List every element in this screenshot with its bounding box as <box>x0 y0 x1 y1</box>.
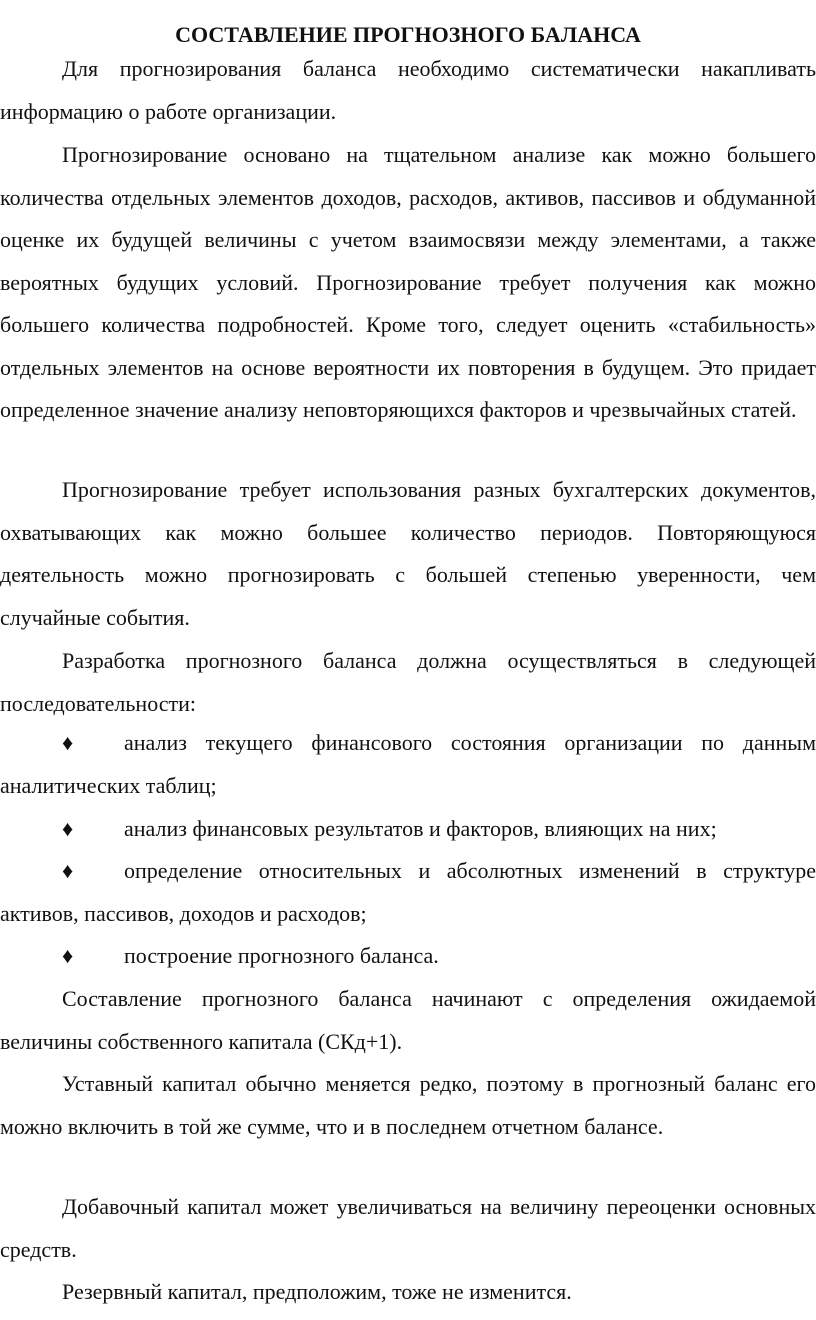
paragraph-reserve-capital: Резервный капитал, предположим, тоже не изменится. <box>62 1279 572 1304</box>
list-item-bullet-4 <box>0 935 816 978</box>
paragraph-intro: Для прогнозирования баланса необходимо систематически накапливать информацию о работе организации. <box>0 56 816 124</box>
paragraph-documents: Прогнозирование требует использования разных бухгалтерских документов, охватывающих как можно большее количество периодов. Повторяющуюся деятельность можно прогнозировать с большей степенью уверенности, чем случайные события. <box>0 477 816 630</box>
page-title: СОСТАВЛЕНИЕ ПРОГНОЗНОГО БАЛАНСА <box>175 22 641 47</box>
list-item-bullet-1 <box>0 722 816 807</box>
list-item-bullet-3 <box>0 850 816 935</box>
diamond-bullet-icon: ♦ <box>62 816 74 841</box>
bullet-text: определение относительных и абсолютных изменений в структуре активов, пассивов, доходов и расходов; <box>0 858 816 926</box>
bullet-text: построение прогнозного баланса. <box>124 943 439 968</box>
diamond-bullet-icon: ♦ <box>62 943 74 968</box>
paragraph-forecasting-basis: Прогнозирование основано на тщательном анализе как можно большего количества отдельных элементов доходов, расходов, активов, пассивов и обдуманной оценке их будущей величины с учетом взаимосвязи между элементами, а также вероятных будущих условий. Прогнозирование требует получения как можно большего количества подробностей. Кроме того, следует оценить «стабильность» отдельных элементов на основе вероятности их повторения в будущем. Это придает определенное значение анализу неповторяющихся факторов и чрезвычайных статей. <box>0 142 816 422</box>
paragraph-equity: Составление прогнозного баланса начинают с определения ожидаемой величины собственного капитала (СКд+1). <box>0 986 816 1054</box>
paragraph-sequence: Разработка прогнозного баланса должна осуществляться в следующей последовательности: <box>0 648 816 716</box>
list-item-bullet-2 <box>0 808 816 851</box>
bullet-text: анализ финансовых результатов и факторов, влияющих на них; <box>124 816 717 841</box>
bullet-text: анализ текущего финансового состояния организации по данным аналитических таблиц; <box>0 730 816 798</box>
paragraph-additional-capital: Добавочный капитал может увеличиваться на величину переоценки основных средств. <box>0 1194 816 1262</box>
diamond-bullet-icon: ♦ <box>62 730 74 755</box>
paragraph-authorized-capital: Уставный капитал обычно меняется редко, поэтому в прогнозный баланс его можно включить в той же сумме, что и в последнем отчетном балансе. <box>0 1071 816 1139</box>
diamond-bullet-icon: ♦ <box>62 858 74 883</box>
